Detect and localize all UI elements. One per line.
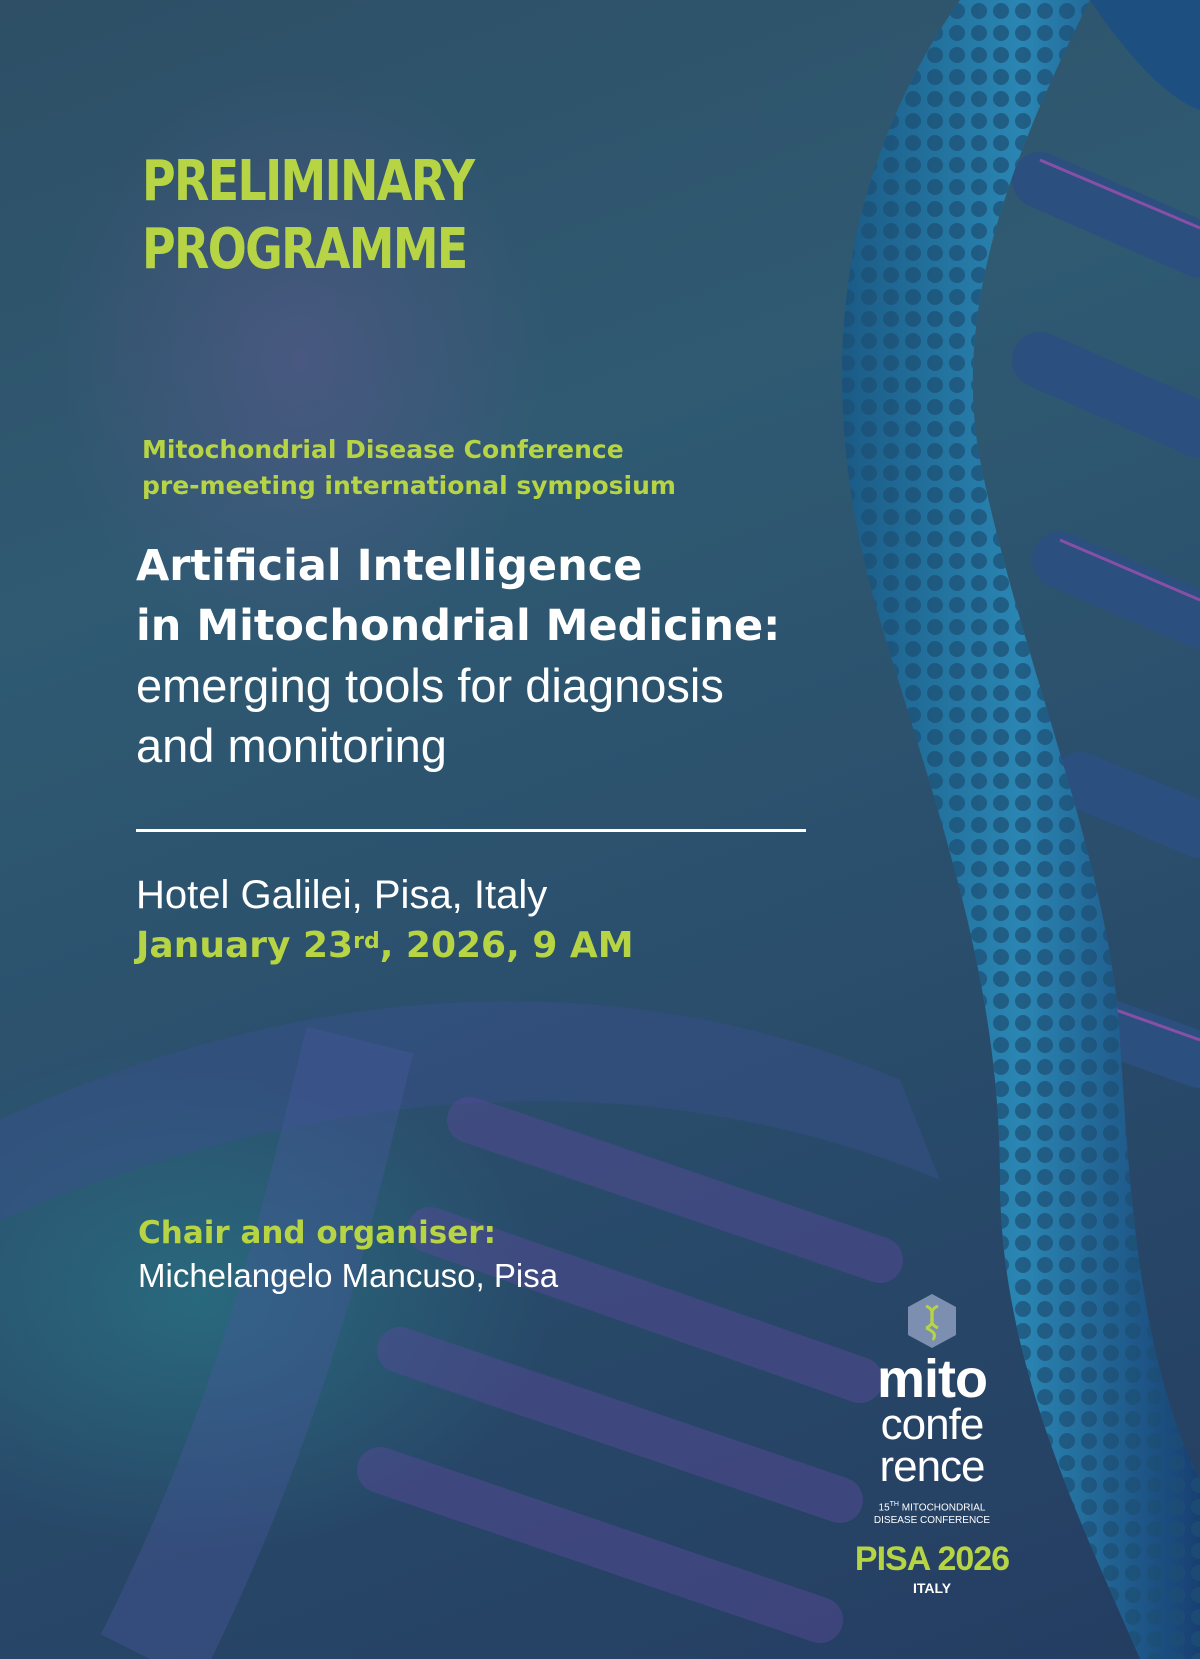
event-date (136, 923, 634, 969)
symposium-title (136, 536, 896, 776)
date-year-time: , 2026, 9 AM (379, 925, 634, 966)
title-line-2: in Mitochondrial Medicine: (136, 601, 781, 651)
logo-word-mito: mito (877, 1349, 987, 1409)
chair-name: Michelangelo Mancuso, Pisa (138, 1257, 559, 1294)
hexagon-dna-icon (904, 1292, 960, 1350)
mito-conference-logo (852, 1292, 1012, 1597)
divider-line (136, 829, 806, 832)
subtitle-line-1: Mitochondrial Disease Conference (142, 435, 624, 464)
subtitle-line-2: pre-meeting international symposium (142, 471, 676, 500)
logo-word-rence: rence (879, 1442, 985, 1491)
logo-country: ITALY (912, 1580, 952, 1597)
title-line-3: emerging tools for diagnosis (136, 659, 724, 712)
edition-text-2: DISEASE CONFERENCE (873, 1515, 991, 1527)
title-line-1: Artificial Intelligence (136, 541, 643, 591)
logo-word-confe: confe (880, 1400, 984, 1449)
title-line-4: and monitoring (136, 719, 447, 772)
heading-line-2: PROGRAMME (142, 217, 467, 282)
logo-city-year: PISA 2026 (854, 1540, 1010, 1579)
programme-heading (142, 148, 474, 284)
edition-suffix: TH (889, 1501, 899, 1508)
event-subtitle (142, 432, 676, 504)
chair-label: Chair and organiser: (138, 1215, 496, 1251)
date-ordinal-suffix: rd (353, 929, 380, 954)
edition-text-1: MITOCHONDRIAL (898, 1502, 986, 1514)
heading-line-1: PRELIMINARY (142, 149, 474, 214)
date-main: January 23 (136, 925, 354, 966)
logo-edition (852, 1498, 1012, 1527)
venue-text: Hotel Galilei, Pisa, Italy (136, 873, 548, 917)
edition-number: 15 (878, 1502, 890, 1514)
